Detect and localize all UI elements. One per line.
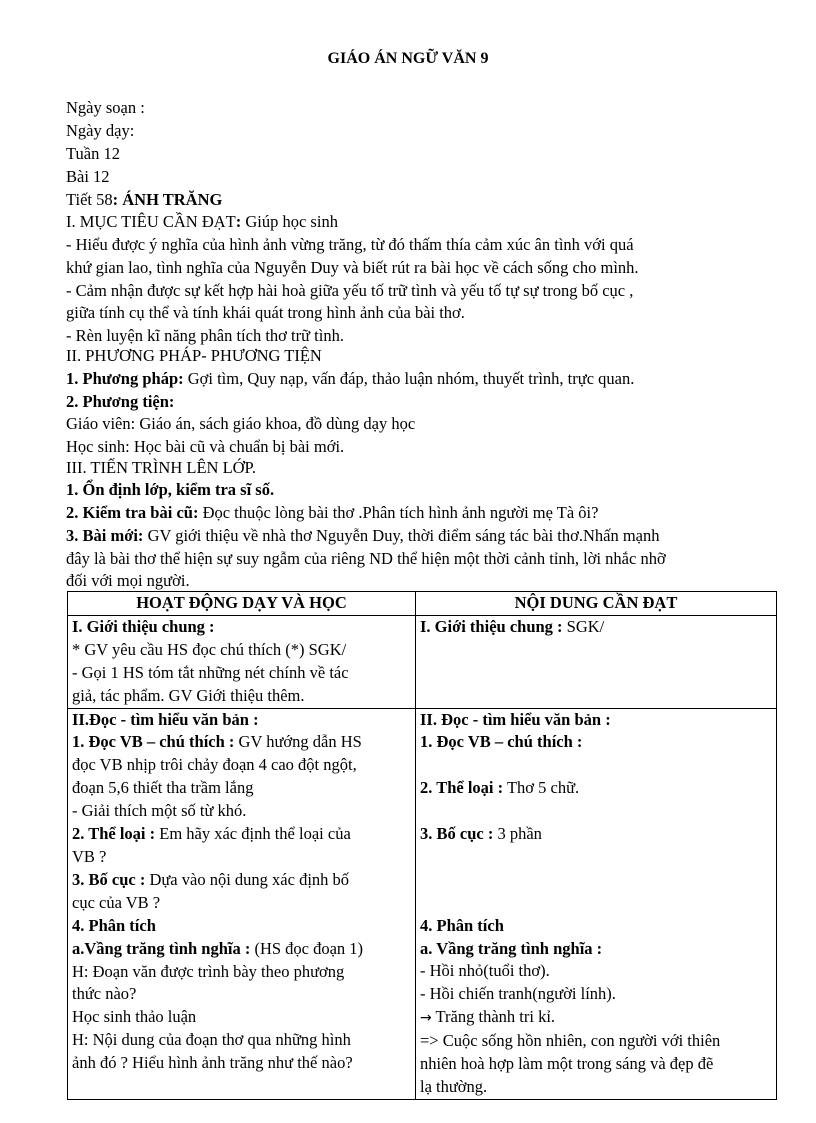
- muc-tieu-heading-rest: Giúp học sinh: [241, 212, 338, 231]
- left-line: [72, 731, 411, 754]
- right-line: [420, 777, 772, 800]
- right-line: nhiên hoà hợp làm một trong sáng và đẹp đẽ: [420, 1054, 714, 1074]
- left-label: 1. Đọc VB – chú thích :: [72, 732, 235, 752]
- right-text: SGK/: [562, 616, 605, 636]
- muc-tieu-line-2: khứ gian lao, tình nghĩa của Nguyễn Duy và biết rút ra bài học về cách sống cho mình.: [66, 258, 639, 277]
- left-line: [72, 823, 411, 846]
- muc-tieu-heading: I. MỤC TIÊU CẦN ĐẠT: [66, 212, 236, 231]
- ngay-soan: Ngày soạn :: [66, 98, 145, 117]
- left-label: 3. Bố cục :: [72, 869, 146, 889]
- bai-moi-line-2: đây là bài thơ thể hiện sự suy ngẫm của riêng ND thể hiện một thời cảnh tỉnh, lời nhắc nhỡ: [66, 549, 666, 568]
- left-line: 4. Phân tích: [72, 915, 156, 935]
- left-line: H: Đoạn văn được trình bày theo phương: [72, 961, 345, 981]
- left-cell-gioi-thieu: [68, 615, 416, 708]
- right-line: 4. Phân tích: [420, 915, 504, 935]
- muc-tieu-line-3: - Cảm nhận được sự kết hợp hài hoà giữa yếu tố trữ tình và yếu tố tự sự trong bố cục ,: [66, 281, 634, 300]
- table-header-row: [68, 592, 777, 616]
- bai: Bài 12: [66, 167, 110, 186]
- left-cell-doc-hieu: [68, 708, 416, 1099]
- muc-tieu-heading-line: I. MỤC TIÊU CẦN ĐẠT: Giúp học sinh: [66, 212, 338, 231]
- bai-moi-label: 3. Bài mới:: [66, 526, 144, 545]
- right-blank-line: [420, 754, 772, 777]
- right-line: II. Đọc - tìm hiểu văn bản :: [420, 709, 611, 729]
- left-label: a.Vầng trăng tình nghĩa :: [72, 938, 251, 958]
- right-text: Thơ 5 chữ.: [503, 778, 580, 798]
- tiet-line: [66, 189, 222, 211]
- phuong-phap-heading: II. PHƯƠNG PHÁP- PHƯƠNG TIỆN: [66, 346, 322, 365]
- right-label: I. Giới thiệu chung :: [420, 616, 563, 636]
- right-line: - Hồi nhỏ(tuổi thơ).: [420, 961, 550, 981]
- giao-vien-line: Giáo viên: Giáo án, sách giáo khoa, đồ dùng dạy học: [66, 414, 416, 433]
- muc-tieu-line-4: giữa tính cụ thể và tính khái quát trong hình ảnh của bài thơ.: [66, 303, 465, 322]
- tien-trinh-heading: III. TIẾN TRÌNH LÊN LỚP.: [66, 458, 257, 477]
- phuong-phap-text: Gợi tìm, Quy nạp, vấn đáp, thảo luận nhóm, thuyết trình, trực quan.: [183, 369, 635, 388]
- left-line: H: Nội dung của đoạn thơ qua những hình: [72, 1030, 351, 1050]
- tuan: Tuần 12: [66, 144, 120, 163]
- left-line: [72, 869, 411, 892]
- arrow-right-icon: →: [420, 1010, 432, 1027]
- left-text: Em hãy xác định thể loại của: [155, 824, 351, 844]
- left-line: cục của VB ?: [72, 892, 161, 912]
- col-header-hoat-dong: HOẠT ĐỘNG DẠY VÀ HỌC: [68, 592, 416, 616]
- col-header-noi-dung: NỘI DUNG CẦN ĐẠT: [416, 592, 777, 616]
- tiet-prefix: Tiết 58: [66, 190, 113, 209]
- table-row: [68, 708, 777, 1099]
- right-text: Trăng thành tri kỉ.: [431, 1007, 556, 1027]
- left-line: * GV yêu cầu HS đọc chú thích (*) SGK/: [72, 639, 347, 659]
- phuong-tien-label: 2. Phương tiện:: [66, 392, 175, 411]
- phuong-phap-line: [66, 368, 634, 390]
- right-line: 1. Đọc VB – chú thích :: [420, 732, 583, 752]
- right-line: [420, 823, 772, 846]
- right-blank-line: [420, 846, 772, 869]
- right-line: - Hồi chiến tranh(người lính).: [420, 984, 616, 1004]
- muc-tieu-line-5: - Rèn luyện kĩ năng phân tích thơ trữ tình.: [66, 326, 344, 345]
- left-line: Học sinh thảo luận: [72, 1007, 197, 1027]
- right-blank-line: [420, 892, 772, 915]
- hoc-sinh-line: Học sinh: Học bài cũ và chuẩn bị bài mới.: [66, 437, 345, 456]
- left-text: (HS đọc đoạn 1): [250, 938, 364, 958]
- left-line: II.Đọc - tìm hiểu văn bản :: [72, 709, 259, 729]
- left-line: giả, tác phẩm. GV Giới thiệu thêm.: [72, 685, 305, 705]
- right-label: 2. Thể loại :: [420, 778, 504, 798]
- kiem-tra-text: Đọc thuộc lòng bài thơ .Phân tích hình ảnh người mẹ Tà ôi?: [198, 503, 599, 522]
- bai-moi-line: [66, 525, 660, 547]
- table-row: [68, 615, 777, 708]
- left-label: 2. Thể loại :: [72, 824, 156, 844]
- right-cell-gioi-thieu: [416, 615, 777, 708]
- right-line: [420, 616, 772, 639]
- left-line: VB ?: [72, 846, 107, 866]
- kiem-tra-label: 2. Kiểm tra bài cũ:: [66, 503, 199, 522]
- left-text: Dựa vào nội dung xác định bố: [145, 869, 350, 889]
- right-label: 3. Bố cục :: [420, 824, 494, 844]
- bai-moi-line-3: đối với mọi người.: [66, 571, 190, 590]
- muc-tieu-line-1: - Hiểu được ý nghĩa của hình ảnh vừng trăng, từ đó thấm thía cảm xúc ân tình với quá: [66, 235, 634, 254]
- right-line: [420, 1006, 772, 1030]
- left-line: I. Giới thiệu chung :: [72, 616, 215, 636]
- lesson-title: : ÁNH TRĂNG: [112, 190, 223, 209]
- left-line: đọc VB nhịp trôi chảy đoạn 4 cao đột ngột,: [72, 755, 357, 775]
- right-blank-line: [420, 869, 772, 892]
- left-line: [72, 938, 411, 961]
- left-line: thức nào?: [72, 984, 137, 1004]
- right-line: => Cuộc sống hồn nhiên, con người với thiên: [420, 1031, 721, 1051]
- left-text: GV hướng dẫn HS: [234, 732, 362, 752]
- bai-moi-text: GV giới thiệu về nhà thơ Nguyễn Duy, thời điểm sáng tác bài thơ.Nhấn mạnh: [143, 526, 660, 545]
- left-line: - Giải thích một số từ khó.: [72, 801, 247, 821]
- right-text: 3 phần: [493, 824, 542, 844]
- phuong-phap-label: 1. Phương pháp:: [66, 369, 184, 388]
- ngay-day: Ngày dạy:: [66, 121, 135, 140]
- right-cell-doc-hieu: [416, 708, 777, 1099]
- left-line: ảnh đó ? Hiểu hình ảnh trăng như thế nào?: [72, 1053, 353, 1073]
- on-dinh-lop: 1. Ổn định lớp, kiểm tra sĩ số.: [66, 480, 275, 499]
- lesson-table: [67, 591, 777, 1100]
- right-line: lạ thường.: [420, 1076, 488, 1096]
- kiem-tra-line: [66, 502, 598, 524]
- document-title: GIÁO ÁN NGỮ VĂN 9: [327, 50, 489, 67]
- right-line: a. Vầng trăng tình nghĩa :: [420, 938, 603, 958]
- left-line: đoạn 5,6 thiết tha trầm lắng: [72, 778, 254, 798]
- right-blank-line: [420, 800, 772, 823]
- left-line: - Gọi 1 HS tóm tắt những nét chính về tác: [72, 662, 349, 682]
